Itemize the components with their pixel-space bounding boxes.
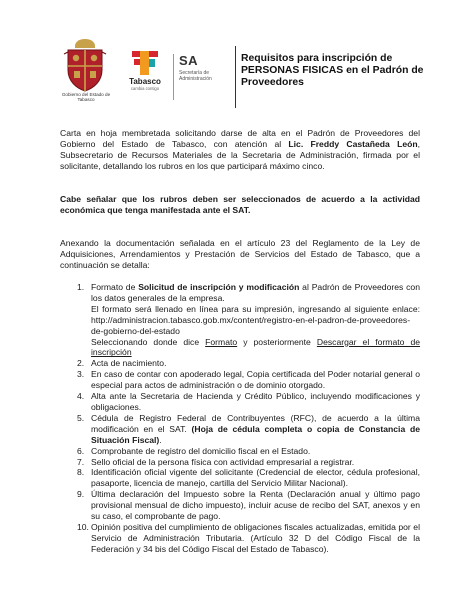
- list-item: [77, 467, 420, 489]
- item-text: Alta ante la Secretaria de Hacienda y Crédito Público, incluyendo modificaciones y obligaciones.: [91, 391, 420, 412]
- formato-link[interactable]: Formato: [205, 336, 238, 347]
- annex-paragraph: Anexando la documentación señalada en el artículo 23 del Reglamento de la Ley de Adquisiciones, Arrendamientos y Prestación de Servicios del Estado de Tabasco, que a continuación se detalla:: [60, 238, 420, 270]
- item-number: 3.: [77, 369, 85, 380]
- item-number: 2.: [77, 358, 85, 369]
- item-text: Última declaración del Impuesto sobre la Renta (Declaración anual y último pago provisional mensual de dicho impuesto), incluir acuse de recibo del SAT, anexos y en su caso, el comprobante de pago.: [91, 489, 420, 522]
- list-item: [77, 446, 420, 457]
- addressee-name: Lic. Freddy Castañeda León: [288, 138, 418, 149]
- tabasco-slogan: cambia contigo: [130, 86, 160, 91]
- item-number: 9.: [77, 489, 85, 500]
- item-number: 1.: [77, 282, 85, 292]
- sa-caption: Secretaría de Administración: [179, 70, 212, 82]
- item-number: 4.: [77, 391, 85, 402]
- list-item: [77, 457, 420, 468]
- form-name: Solicitud de inscripción y modificación: [138, 282, 300, 292]
- list-item: [77, 413, 420, 446]
- list-item: [77, 522, 420, 555]
- intro-text-c: , Subsecretario de Recursos Materiales de la Secretaria de Administración, firmada por el solicitante, detallando los rubros en los que participará máximo cinco.: [60, 138, 420, 171]
- item-number: 5.: [77, 412, 85, 423]
- item-number: 8.: [77, 467, 85, 478]
- sat-note-paragraph: Cabe señalar que los rubros deben ser seleccionados de acuerdo a la actividad económica que tenga manifestada ante el SAT.: [60, 194, 420, 215]
- list-item: [77, 489, 420, 522]
- item-number: 7.: [77, 456, 85, 467]
- item-text: Comprobante de registro del domicilio fiscal en el Estado.: [91, 445, 311, 456]
- intro-paragraph: [60, 128, 420, 172]
- item-text: Seleccionando donde dice: [91, 336, 206, 347]
- list-item: [77, 282, 420, 358]
- sa-logo: [173, 54, 229, 100]
- item-number: 10.: [77, 521, 89, 532]
- state-coat-of-arms-logo: [60, 36, 110, 94]
- item-text: Acta de nacimiento.: [91, 358, 167, 369]
- item-text: Formato de: [91, 282, 139, 292]
- list-item: [77, 369, 420, 391]
- item-text: y posteriormente: [237, 336, 317, 347]
- item-text: Sello oficial de la persona física con actividad empresarial a registrar.: [91, 456, 355, 467]
- intro-text-a: Carta en hoja membretada solicitando darse de alta en el Padrón de Proveedores del Gobierno del Estado de Tabasco, con atención al: [60, 128, 420, 149]
- item-text: En caso de contar con apoderado legal, Copia certificada del Poder notarial general o especial para actos de administración o de dominio otorgado.: [91, 369, 420, 391]
- header-divider: [235, 46, 236, 108]
- letterhead: [60, 36, 430, 106]
- tabasco-logo: [120, 49, 170, 101]
- download-form-link[interactable]: Descargar el formato de inscripción: [91, 336, 420, 358]
- tabasco-wordmark: Tabasco: [129, 77, 161, 86]
- form-instructions: El formato será llenado en línea para su impresión, ingresando al siguiente enlace: http://administracion.tabasco.gob.mx/content/registro-en-el-padron-de-proveedores-de-gobierno-del-estado: [91, 303, 420, 336]
- item-text: Opinión positiva del cumplimiento de obligaciones fiscales actualizadas, emitida por el Servicio de Administración Tributaria. (Artículo 32 D del Código Fiscal de la Federación y 34 bis del Código Fiscal del Estado de Tabasco).: [91, 521, 420, 554]
- requirements-list: [77, 282, 420, 555]
- sa-mark: SA: [179, 53, 199, 68]
- state-government-caption: Gobierno del Estado de Tabasco: [61, 92, 111, 103]
- document-title: Requisitos para inscripción de PERSONAS FISICAS en el Padrón de Proveedores: [241, 53, 424, 88]
- list-item: [77, 358, 420, 369]
- tabasco-t-icon: [120, 49, 170, 77]
- item-text: Identificación oficial vigente del solicitante (Credencial de elector, cédula profesional, pasaporte, licencia de manejo, cartilla del Servicio Militar Nacional).: [91, 467, 420, 489]
- item-number: 6.: [77, 445, 85, 456]
- item-text: Cédula de Registro Federal de Contribuyentes (RFC), de acuerdo a la última modificación en el SAT.: [91, 412, 420, 434]
- rfc-note: (Hoja de cédula completa o copia de Constancia de Situación Fiscal): [91, 423, 420, 445]
- list-item: [77, 391, 420, 413]
- item-text: .: [159, 434, 162, 445]
- item-text: al Padrón de Proveedores con los datos generales de la empresa.: [91, 282, 420, 303]
